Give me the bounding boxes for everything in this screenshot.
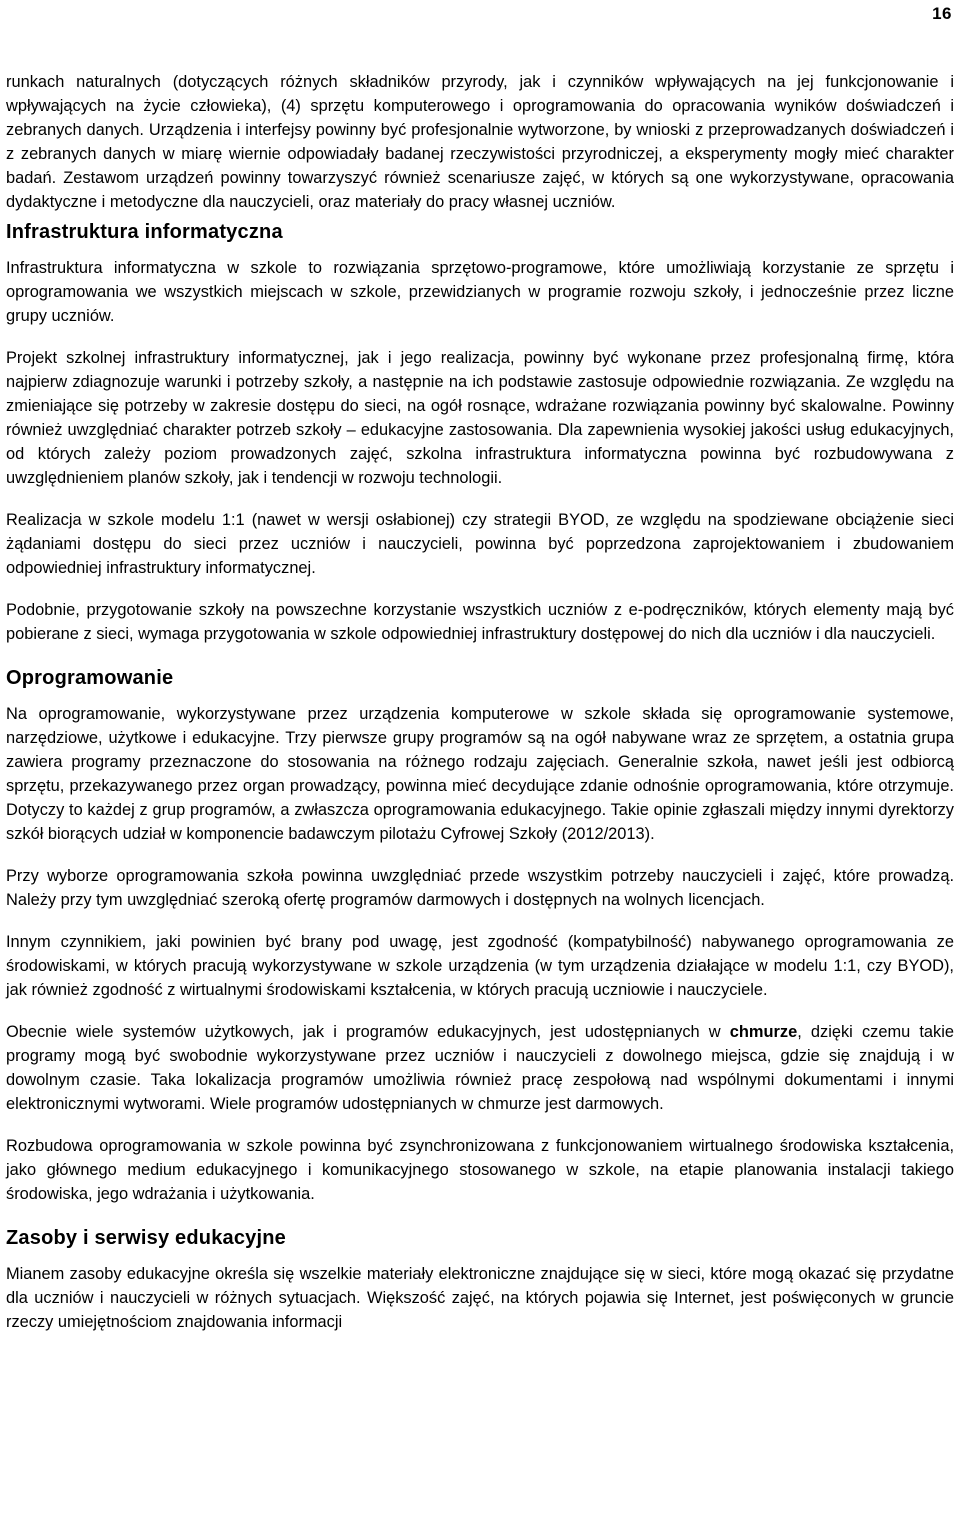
paragraph-e-textbooks: Podobnie, przygotowanie szkoły na powszechne korzystanie wszystkich uczniów z e-podręczników, których elementy mają być pobierane z sieci, wymaga przygotowania w szkole odpowiedniej infrastruktury dostępowej do nich dla uczniów i dla nauczycieli. bbox=[6, 601, 954, 643]
paragraph-educational-resources: Mianem zasoby edukacyjne określa się wszelkie materiały elektroniczne znajdujące się w sieci, które mogą okazać się przydatne dla uczniów i nauczycieli w różnych sytuacjach. Większość zajęć, na których pojawia się Internet, jest poświęconych w gruncie rzeczy umiejętnościom znajdowania informacji bbox=[6, 1265, 954, 1331]
paragraph-infrastructure-project: Projekt szkolnej infrastruktury informatycznej, jak i jego realizacja, powinny być wykonane przez profesjonalną firmę, która najpierw zdiagnozuje warunki i potrzeby szkoły, a następnie na ich podstawie zastosuje odpowiednie rozwiązania. Ze względu na zmieniające się potrzeby w zakresie dostępu do sieci, na ogół rosnące, wdrażane rozwiązania powinny być skalowalne. Powinny również uwzględniać charakter potrzeb szkoły – edukacyjne zastosowania. Dla zapewnienia wysokiej jakości usług edukacyjnych, od których zależy poziom prowadzonych zajęć, szkolna infrastruktura informatyczna powinna być rozbudowywana z uwzględnieniem planów szkoły, jak i tendencji w rozwoju technologii. bbox=[6, 349, 954, 487]
paragraph-software-types: Na oprogramowanie, wykorzystywane przez urządzenia komputerowe w szkole składa się oprogramowanie systemowe, narzędziowe, użytkowe i edukacyjne. Trzy pierwsze grupy programów są na ogół nabywane wraz ze sprzętem, a ostatnia grupa zawiera programy przeznaczone do stosowania na różnego rodzaju zajęciach. Generalnie szkoła, nawet jeśli jest odbiorcą sprzętu, przekazywanego przez organ prowadzący, powinna mieć decydujące zdanie odnośnie oprogramowania, które otrzymuje. Dotyczy to każdej z grup programów, a zwłaszcza oprogramowania edukacyjnego. Takie opinie zgłaszali między innymi dyrektorzy szkół biorących udział w komponencie badawczym pilotażu Cyfrowej Szkoły (2012/2013). bbox=[6, 705, 954, 843]
paragraph-software-selection: Przy wyborze oprogramowania szkoła powinna uwzględniać przede wszystkim potrzeby nauczycieli i zajęć, które prowadzą. Należy przy tym uwzględniać szeroką ofertę programów darmowych i dostępnych na wolnych licencjach. bbox=[6, 867, 954, 909]
cloud-bold-term: chmurze bbox=[729, 1023, 798, 1041]
page-number: 16 bbox=[932, 4, 952, 23]
paragraph-software-compatibility: Innym czynnikiem, jaki powinien być brany pod uwagę, jest zgodność (kompatybilność) nabywanego oprogramowania ze środowiskami, w których pracują wykorzystywane w szkole urządzenia (w tym urządzenia działające w modelu 1:1, czy BYOD), jak również zgodność z wirtualnymi środowiskami kształcenia, w których pracują uczniowie i nauczyciele. bbox=[6, 933, 954, 999]
paragraph-virtual-environment: Rozbudowa oprogramowania w szkole powinna być zsynchronizowana z funkcjonowaniem wirtualnego środowiska kształcenia, jako głównego medium edukacyjnego i komunikacyjnego stosowanego w szkole, na etapie planowania instalacji takiego środowiska, jego wdrażania i użytkowania. bbox=[6, 1137, 954, 1203]
document-body bbox=[6, 70, 954, 1352]
paragraph-intro-continuation: runkach naturalnych (dotyczących różnych składników przyrody, jak i czynników wpływających na jej funkcjonowanie i wpływających na życie człowieka), (4) sprzętu komputerowego i oprogramowania do opracowania wyników doświadczeń i zebranych danych. Urządzenia i interfejsy powinny być profesjonalnie wytworzone, by wnioski z przeprowadzanych doświadczeń i z zebranych danych w miarę wiernie odpowiadały badanej rzeczywistości przyrodniczej, a eksperymenty mogły mieć charakter badań. Zestawom urządzeń powinny towarzyszyć również scenariusze zajęć, w których są one wykorzystywane, opracowania dydaktyczne i metodyczne dla nauczycieli, oraz materiały do pracy własnej uczniów. bbox=[6, 73, 954, 211]
heading-infrastruktura-informatyczna: Infrastruktura informatyczna bbox=[6, 221, 283, 243]
paragraph-cloud-software bbox=[6, 1020, 954, 1116]
cloud-text-after: , dzięki czemu takie programy mogą być swobodnie wykorzystywane przez uczniów i nauczycieli z dowolnego miejsca, gdzie się znajdują i w dowolnym czasie. Taka lokalizacja programów umożliwia również pracę zespołową nad wspólnymi dokumentami i innymi elektronicznymi wytworami. Wiele programów udostępnianych w chmurze jest darmowych. bbox=[6, 1023, 954, 1113]
paragraph-model-1-1-byod: Realizacja w szkole modelu 1:1 (nawet w wersji osłabionej) czy strategii BYOD, ze względu na spodziewane obciążenie sieci żądaniami dostępu do sieci przez uczniów i nauczycieli, powinna być poprzedzona zaprojektowaniem i zbudowaniem odpowiedniej infrastruktury informatycznej. bbox=[6, 511, 954, 577]
heading-oprogramowanie: Oprogramowanie bbox=[6, 667, 174, 689]
heading-zasoby-i-serwisy-edukacyjne: Zasoby i serwisy edukacyjne bbox=[6, 1227, 286, 1249]
paragraph-infrastructure-definition: Infrastruktura informatyczna w szkole to rozwiązania sprzętowo-programowe, które umożliwiają korzystanie ze sprzętu i oprogramowania we wszystkich miejscach w szkole, przewidzianych w programie rozwoju szkoły, i jednocześnie przez liczne grupy uczniów. bbox=[6, 259, 954, 325]
cloud-text-before: Obecnie wiele systemów użytkowych, jak i programów edukacyjnych, jest udostępnianych w bbox=[6, 1023, 730, 1041]
